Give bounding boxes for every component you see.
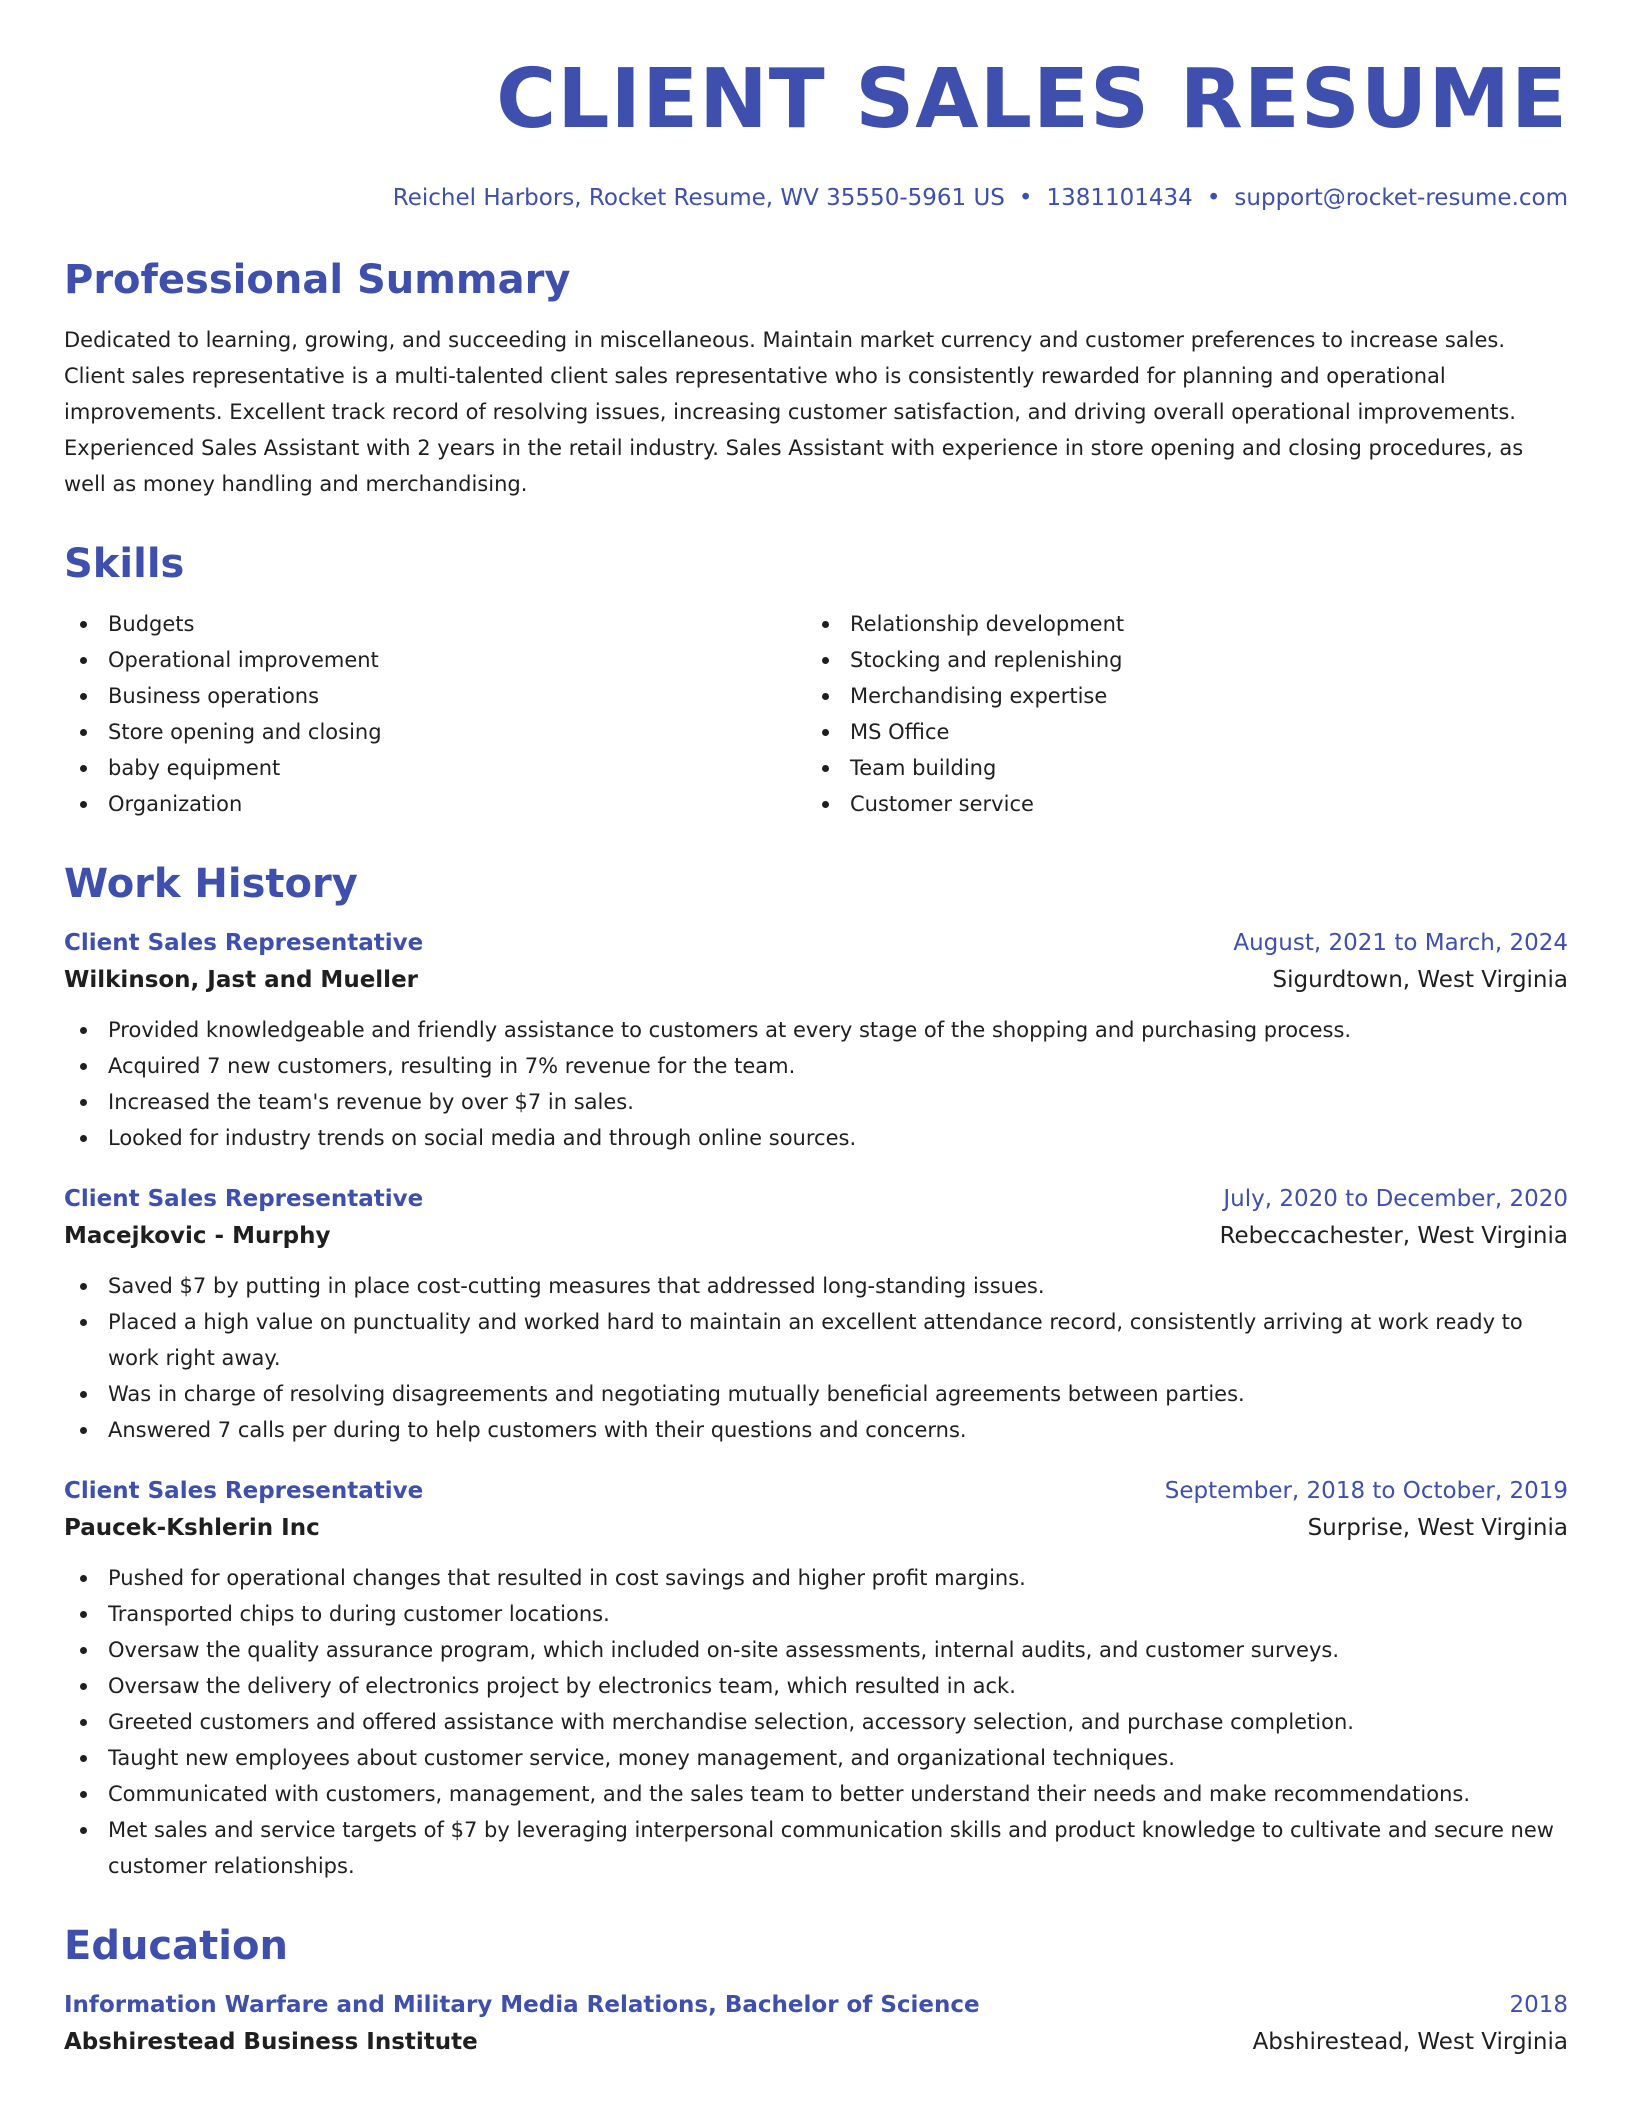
contact-address: Reichel Harbors, Rocket Resume, WV 35550-5961 US: [392, 185, 1005, 211]
skill-item: Budgets: [64, 606, 806, 642]
skills-column-right: [806, 606, 1548, 822]
job-location: Surprise, West Virginia: [1307, 1515, 1568, 1541]
education-school: Abshirestead Business Institute: [64, 2029, 478, 2055]
skill-item: Stocking and replenishing: [806, 642, 1548, 678]
job-title: Client Sales Representative: [64, 930, 424, 956]
job-bullet: Met sales and service targets of $7 by leveraging interpersonal communication skills and product knowledge to cultivate and secure new customer relationships.: [64, 1812, 1568, 1884]
skill-item: Organization: [64, 786, 806, 822]
job-bullet: Acquired 7 new customers, resulting in 7% revenue for the team.: [64, 1048, 1568, 1084]
job-bullet: Answered 7 calls per during to help customers with their questions and concerns.: [64, 1412, 1568, 1448]
work-history-heading: Work History: [64, 861, 358, 907]
job-bullet: Was in charge of resolving disagreements and negotiating mutually beneficial agreements between parties.: [64, 1376, 1568, 1412]
education-year: 2018: [1509, 1992, 1568, 2018]
education-heading: Education: [64, 1923, 288, 1969]
job-bullet: Transported chips to during customer locations.: [64, 1596, 1568, 1632]
contact-line: [64, 182, 1568, 214]
job-bullet: Oversaw the quality assurance program, which included on-site assessments, internal audits, and customer surveys.: [64, 1632, 1568, 1668]
job-company: Paucek-Kshlerin Inc: [64, 1515, 320, 1541]
job-location: Rebeccachester, West Virginia: [1219, 1223, 1568, 1249]
job-bullet: Oversaw the delivery of electronics project by electronics team, which resulted in ack.: [64, 1668, 1568, 1704]
education-location: Abshirestead, West Virginia: [1252, 2029, 1568, 2055]
skill-item: Business operations: [64, 678, 806, 714]
job-dates: September, 2018 to October, 2019: [1164, 1478, 1568, 1504]
job-bullet: Saved $7 by putting in place cost-cutting measures that addressed long-standing issues.: [64, 1268, 1568, 1304]
contact-separator: •: [1206, 185, 1221, 211]
job-bullets: [64, 1560, 1568, 1884]
skill-item: Store opening and closing: [64, 714, 806, 750]
resume-page: [64, 50, 1568, 2088]
skill-item: Customer service: [806, 786, 1548, 822]
skills-list: [64, 606, 1568, 822]
summary-text: Dedicated to learning, growing, and succeeding in miscellaneous. Maintain market currency and customer preferences to increase sales. Client sales representative is a multi-talented client sales representative who is consistently rewarded for planning and operational improvements. Excellent track record of resolving issues, increasing customer satisfaction, and driving overall operational improvements. Experienced Sales Assistant with 2 years in the retail industry. Sales Assistant with experience in store opening and closing procedures, as well as money handling and merchandising.: [64, 328, 1524, 496]
job-bullet: Looked for industry trends on social media and through online sources.: [64, 1120, 1568, 1156]
job-dates: July, 2020 to December, 2020: [1223, 1186, 1568, 1212]
job-bullet: Communicated with customers, management, and the sales team to better understand their needs and make recommendations.: [64, 1776, 1568, 1812]
job-bullet: Taught new employees about customer service, money management, and organizational techniques.: [64, 1740, 1568, 1776]
job-bullets: [64, 1268, 1568, 1448]
resume-title: CLIENT SALES RESUME: [496, 52, 1568, 147]
job-title: Client Sales Representative: [64, 1186, 424, 1212]
skill-item: Operational improvement: [64, 642, 806, 678]
skill-item: Relationship development: [806, 606, 1548, 642]
skill-item: Merchandising expertise: [806, 678, 1548, 714]
job-company: Macejkovic - Murphy: [64, 1223, 331, 1249]
skill-item: MS Office: [806, 714, 1548, 750]
job-entry: [64, 926, 1568, 1156]
skill-item: Team building: [806, 750, 1548, 786]
education-entry: [64, 1988, 1568, 2062]
job-bullet: Provided knowledgeable and friendly assistance to customers at every stage of the shopping and purchasing process.: [64, 1012, 1568, 1048]
job-bullet: Pushed for operational changes that resulted in cost savings and higher profit margins.: [64, 1560, 1568, 1596]
skills-heading: Skills: [64, 541, 185, 587]
job-title: Client Sales Representative: [64, 1478, 424, 1504]
education-degree: Information Warfare and Military Media Relations, Bachelor of Science: [64, 1992, 980, 2018]
skills-column-left: [64, 606, 806, 822]
summary-heading: Professional Summary: [64, 257, 571, 303]
contact-email: support@rocket-resume.com: [1234, 185, 1568, 211]
job-entry: [64, 1182, 1568, 1448]
skill-item: baby equipment: [64, 750, 806, 786]
job-location: Sigurdtown, West Virginia: [1272, 967, 1568, 993]
contact-phone: 1381101434: [1046, 185, 1193, 211]
contact-separator: •: [1018, 185, 1033, 211]
job-company: Wilkinson, Jast and Mueller: [64, 967, 419, 993]
job-bullets: [64, 1012, 1568, 1156]
job-entry: [64, 1474, 1568, 1884]
job-bullet: Placed a high value on punctuality and worked hard to maintain an excellent attendance record, consistently arriving at work ready to work right away.: [64, 1304, 1568, 1376]
job-dates: August, 2021 to March, 2024: [1233, 930, 1568, 956]
job-bullet: Increased the team's revenue by over $7 in sales.: [64, 1084, 1568, 1120]
job-bullet: Greeted customers and offered assistance with merchandise selection, accessory selection, and purchase completion.: [64, 1704, 1568, 1740]
